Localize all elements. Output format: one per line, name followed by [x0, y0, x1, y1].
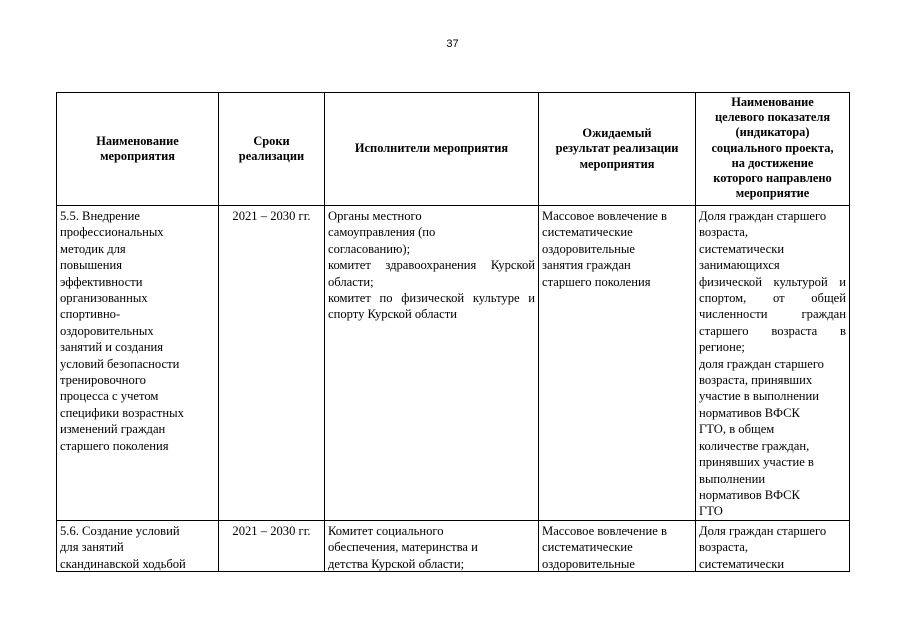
activities-table — [56, 92, 850, 572]
header-event-name: Наименование мероприятия — [57, 93, 219, 206]
header-expected-result: Ожидаемый результат реализации мероприятия — [539, 93, 696, 206]
table-header-row — [57, 93, 850, 206]
cell-result: Массовое вовлечение в систематические оздоровительные — [539, 520, 696, 571]
cell-dates: 2021 – 2030 гг. — [219, 520, 325, 571]
table-row — [57, 520, 850, 571]
table-row — [57, 206, 850, 521]
cell-executors: Органы местного самоуправления (по согласованию); комитет здравоохранения Курской области; комитет по физической культуре и спорту Курской области — [325, 206, 539, 521]
cell-dates: 2021 – 2030 гг. — [219, 206, 325, 521]
cell-executors: Комитет социального обеспечения, материнства и детства Курской области; — [325, 520, 539, 571]
cell-indicator: Доля граждан старшего возраста, систематически — [696, 520, 850, 571]
header-target-indicator: Наименование целевого показателя (индикатора) социального проекта, на достижение которого направлено мероприятие — [696, 93, 850, 206]
header-executors: Исполнители мероприятия — [325, 93, 539, 206]
header-dates: Сроки реализации — [219, 93, 325, 206]
cell-event: 5.5. Внедрение профессиональных методик для повышения эффективности организованных спортивно- оздоровительных занятий и создания условий безопасности тренировочного процесса с учетом специфики возрастных изменений граждан старшего поколения — [57, 206, 219, 521]
page-number: 37 — [446, 38, 459, 50]
cell-result: Массовое вовлечение в систематические оздоровительные занятия граждан старшего поколения — [539, 206, 696, 521]
cell-event: 5.6. Создание условий для занятий скандинавской ходьбой — [57, 520, 219, 571]
cell-indicator: Доля граждан старшего возраста, систематически занимающихся физической культурой и спортом, от общей численности граждан старшего возраста в регионе; доля граждан старшего возраста, принявших участие в выполнении нормативов ВФСК ГТО, в общем количестве граждан, принявших участие в выполнении нормативов ВФСК ГТО — [696, 206, 850, 521]
